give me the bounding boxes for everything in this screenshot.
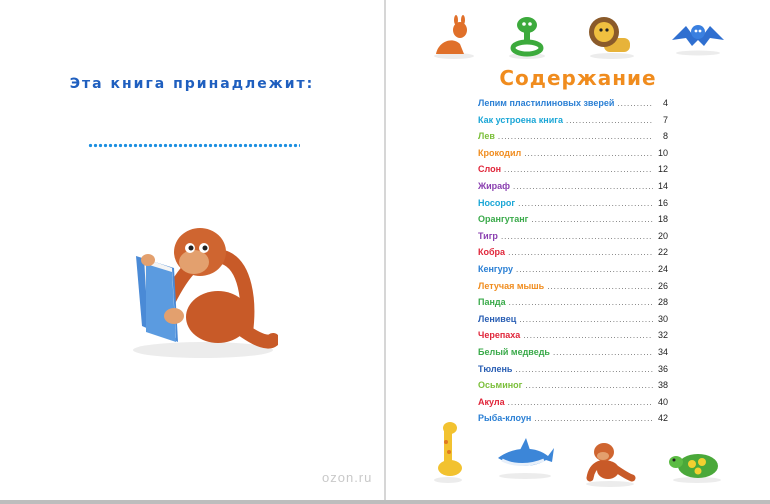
toc-title: Содержание	[499, 66, 657, 90]
toc-entry-title: Носорог	[478, 197, 516, 208]
toc-leader-dots	[508, 398, 653, 407]
toc-leader-dots	[516, 265, 653, 274]
toc-entry	[478, 231, 668, 248]
toc-entry-page-number: 36	[657, 363, 668, 374]
toc-entry-title: Осьминог	[478, 380, 523, 391]
cobra-illustration	[506, 14, 548, 60]
turtle-illustration	[668, 444, 726, 484]
toc-entry-title: Акула	[478, 396, 505, 407]
toc-entry-title: Ленивец	[478, 313, 517, 324]
toc-leader-dots	[515, 365, 653, 374]
owner-name-line	[88, 143, 300, 148]
left-page	[0, 0, 384, 504]
toc-entry-title: Лев	[478, 131, 495, 142]
toc-entry-title: Черепаха	[478, 330, 521, 341]
toc-entry-page-number: 7	[662, 114, 668, 125]
toc-entry-title: Панда	[478, 297, 506, 308]
toc-entry	[478, 164, 668, 181]
toc-entry-page-number: 14	[657, 180, 668, 191]
toc-entry	[478, 131, 668, 148]
toc-entry	[478, 198, 668, 215]
toc-entry	[478, 397, 668, 414]
toc-entry-page-number: 20	[657, 230, 668, 241]
toc-entry	[478, 347, 668, 364]
toc-entry-title: Как устроена книга	[478, 114, 563, 125]
toc-entry-title: Лепим пластилиновых зверей	[478, 98, 615, 108]
toc-entry-page-number: 12	[657, 164, 668, 175]
toc-entry-page-number: 16	[657, 197, 668, 208]
toc-entry-title: Рыба-клоун	[478, 413, 532, 424]
toc-entry-title: Кенгуру	[478, 263, 513, 274]
toc-entry-title: Тигр	[478, 230, 498, 241]
toc-entry	[478, 330, 668, 347]
toc-leader-dots	[509, 298, 653, 307]
toc-entry	[478, 148, 668, 165]
toc-entry	[478, 297, 668, 314]
toc-leader-dots	[524, 149, 653, 158]
toc-entry-title: Крокодил	[478, 147, 522, 158]
toc-entry	[478, 115, 668, 132]
toc-entry-page-number: 38	[657, 380, 668, 391]
lion-illustration	[586, 12, 638, 60]
toc-entry	[478, 281, 668, 298]
toc-entry-page-number: 32	[657, 330, 668, 341]
toc-entry-title: Белый медведь	[478, 346, 550, 357]
shark-illustration	[494, 436, 556, 480]
toc-leader-dots	[566, 116, 653, 125]
toc-entry	[478, 214, 668, 231]
toc-leader-dots	[523, 331, 653, 340]
toc-entry-page-number: 26	[657, 280, 668, 291]
toc-leader-dots	[513, 182, 653, 191]
toc-leader-dots	[518, 199, 653, 208]
toc-entry-title: Кобра	[478, 247, 506, 258]
toc-leader-dots	[553, 348, 653, 357]
toc-entry	[478, 314, 668, 331]
toc-entry-title: Орангутанг	[478, 214, 529, 225]
toc-entry	[478, 181, 668, 198]
page-bottom-edge	[0, 500, 770, 504]
toc-entry-title: Тюлень	[478, 363, 513, 374]
toc-leader-dots	[504, 165, 653, 174]
toc-leader-dots	[531, 215, 653, 224]
toc-entry-page-number: 34	[657, 346, 668, 357]
toc-entry	[478, 247, 668, 264]
toc-entry	[478, 98, 668, 115]
toc-leader-dots	[519, 315, 653, 324]
toc-leader-dots	[508, 248, 653, 257]
orangutan-illustration	[582, 438, 638, 488]
orangutan-reading-illustration	[128, 212, 278, 362]
toc-entry-title: Слон	[478, 164, 502, 175]
toc-leader-dots	[525, 381, 653, 390]
toc-leader-dots	[501, 232, 653, 241]
toc-entry-page-number: 24	[657, 263, 668, 274]
toc-entry-page-number: 4	[662, 98, 668, 108]
toc-entry-page-number: 10	[657, 147, 668, 158]
toc-entry	[478, 413, 668, 430]
toc-leader-dots	[617, 99, 653, 108]
toc-entry	[478, 264, 668, 281]
toc-entry-page-number: 30	[657, 313, 668, 324]
owner-title: Эта книга принадлежит:	[69, 76, 315, 92]
toc-entry-page-number: 8	[662, 131, 668, 142]
toc-entry-title: Летучая мышь	[478, 280, 545, 291]
toc-entry-page-number: 28	[657, 297, 668, 308]
toc-entry-page-number: 42	[657, 413, 668, 424]
toc-leader-dots	[547, 282, 653, 291]
bat-illustration	[670, 16, 726, 56]
toc-entry-page-number: 22	[657, 247, 668, 258]
toc-entry-title: Жираф	[478, 180, 511, 191]
giraffe-illustration	[430, 418, 466, 484]
table-of-contents	[478, 98, 668, 430]
toc-entry-page-number: 40	[657, 396, 668, 407]
toc-entry	[478, 364, 668, 381]
toc-entry-page-number: 18	[657, 214, 668, 225]
kangaroo-illustration	[430, 14, 478, 60]
toc-entry	[478, 380, 668, 397]
toc-leader-dots	[534, 414, 653, 423]
toc-leader-dots	[498, 132, 653, 141]
watermark: ozon.ru	[322, 470, 373, 485]
